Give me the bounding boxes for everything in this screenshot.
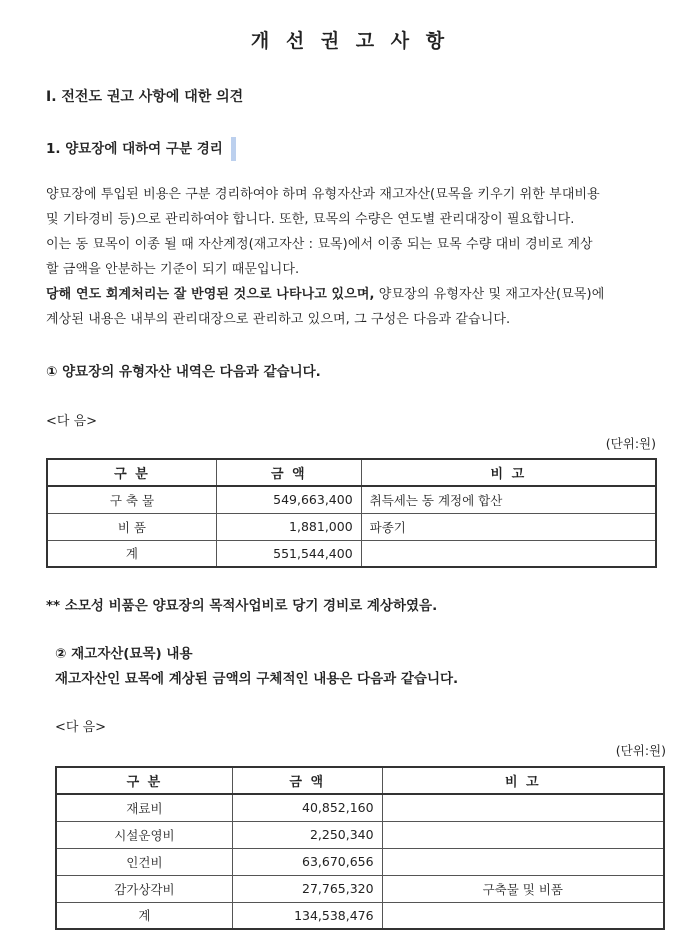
document-title: 개 선 권 고 사 항 bbox=[250, 30, 450, 52]
note-cell: 취득세는 동 계정에 합산 bbox=[361, 486, 656, 513]
note-cell: 파종기 bbox=[361, 513, 656, 540]
category-cell: 감가상각비 bbox=[56, 875, 232, 902]
part2-unit: (단위:원) bbox=[615, 743, 666, 758]
category-cell: 인건비 bbox=[56, 848, 232, 875]
column-header: 구 분 bbox=[56, 767, 232, 794]
subsection-heading: 1. 양묘장에 대하여 구분 경리 bbox=[46, 141, 223, 157]
paragraph-line bbox=[46, 282, 676, 307]
table-row bbox=[56, 794, 664, 821]
amount-cell: 134,538,476 bbox=[232, 902, 382, 929]
part1-unit: (단위:원) bbox=[605, 436, 656, 451]
amount-cell: 2,250,340 bbox=[232, 821, 382, 848]
part2-table bbox=[55, 766, 665, 930]
column-header: 비 고 bbox=[382, 767, 664, 794]
amount-cell: 549,663,400 bbox=[216, 486, 361, 513]
amount-cell: 1,881,000 bbox=[216, 513, 361, 540]
table-row bbox=[56, 875, 664, 902]
part1-label: <다 음> bbox=[46, 414, 98, 429]
note-cell bbox=[382, 821, 664, 848]
note-cell bbox=[382, 902, 664, 929]
body-paragraph bbox=[46, 182, 676, 332]
category-cell: 계 bbox=[56, 902, 232, 929]
column-header: 구 분 bbox=[47, 459, 216, 486]
part2-label: <다 음> bbox=[55, 720, 107, 735]
note-cell: 구축물 및 비품 bbox=[382, 875, 664, 902]
paragraph-line: 할 금액을 안분하는 기준이 되기 때문입니다. bbox=[46, 262, 300, 277]
amount-cell: 40,852,160 bbox=[232, 794, 382, 821]
category-cell: 비 품 bbox=[47, 513, 216, 540]
column-header: 금 액 bbox=[232, 767, 382, 794]
note-cell bbox=[361, 540, 656, 567]
category-cell: 계 bbox=[47, 540, 216, 567]
table-header-row bbox=[47, 459, 656, 486]
table-header-row bbox=[56, 767, 664, 794]
amount-cell: 27,765,320 bbox=[232, 875, 382, 902]
column-header: 금 액 bbox=[216, 459, 361, 486]
amount-cell: 551,544,400 bbox=[216, 540, 361, 567]
section-heading: I. 전전도 권고 사항에 대한 의견 bbox=[46, 89, 244, 105]
paragraph-line: 이는 동 묘목이 이종 될 때 자산계정(재고자산 : 묘목)에서 이종 되는 묘목 수량 대비 경비로 계상 bbox=[46, 237, 593, 252]
amount-cell: 63,670,656 bbox=[232, 848, 382, 875]
table-row bbox=[56, 848, 664, 875]
table-row bbox=[47, 486, 656, 513]
footnote: ** 소모성 비품은 양묘장의 목적사업비로 당기 경비로 계상하였음. bbox=[46, 598, 438, 614]
part1-table bbox=[46, 458, 657, 568]
part1-heading: ① 양묘장의 유형자산 내역은 다음과 같습니다. bbox=[46, 364, 321, 380]
table-row bbox=[56, 821, 664, 848]
category-cell: 구 축 물 bbox=[47, 486, 216, 513]
part2-heading: ② 재고자산(묘목) 내용 bbox=[55, 646, 193, 662]
paragraph-text: 양묘장의 유형자산 및 재고자산(묘목)에 bbox=[374, 287, 605, 302]
paragraph-bold-text: 당해 연도 회계처리는 잘 반영된 것으로 나타나고 있으며, bbox=[46, 287, 375, 302]
note-cell bbox=[382, 848, 664, 875]
category-cell: 재료비 bbox=[56, 794, 232, 821]
paragraph-line: 및 기타경비 등)으로 관리하여야 합니다. 또한, 묘목의 수량은 연도별 관리대장이 필요합니다. bbox=[46, 212, 575, 227]
part2-description: 재고자산인 묘목에 계상된 금액의 구체적인 내용은 다음과 같습니다. bbox=[55, 671, 459, 687]
category-cell: 시설운영비 bbox=[56, 821, 232, 848]
table-row bbox=[47, 540, 656, 567]
note-cell bbox=[382, 794, 664, 821]
column-header: 비 고 bbox=[361, 459, 656, 486]
text-cursor bbox=[231, 137, 236, 161]
paragraph-line: 계상된 내용은 내부의 관리대장으로 관리하고 있으며, 그 구성은 다음과 같습니다. bbox=[46, 312, 511, 327]
paragraph-line: 양묘장에 투입된 비용은 구분 경리하여야 하며 유형자산과 재고자산(묘목을 키우기 위한 부대비용 bbox=[46, 187, 600, 202]
table-row bbox=[47, 513, 656, 540]
table-row bbox=[56, 902, 664, 929]
